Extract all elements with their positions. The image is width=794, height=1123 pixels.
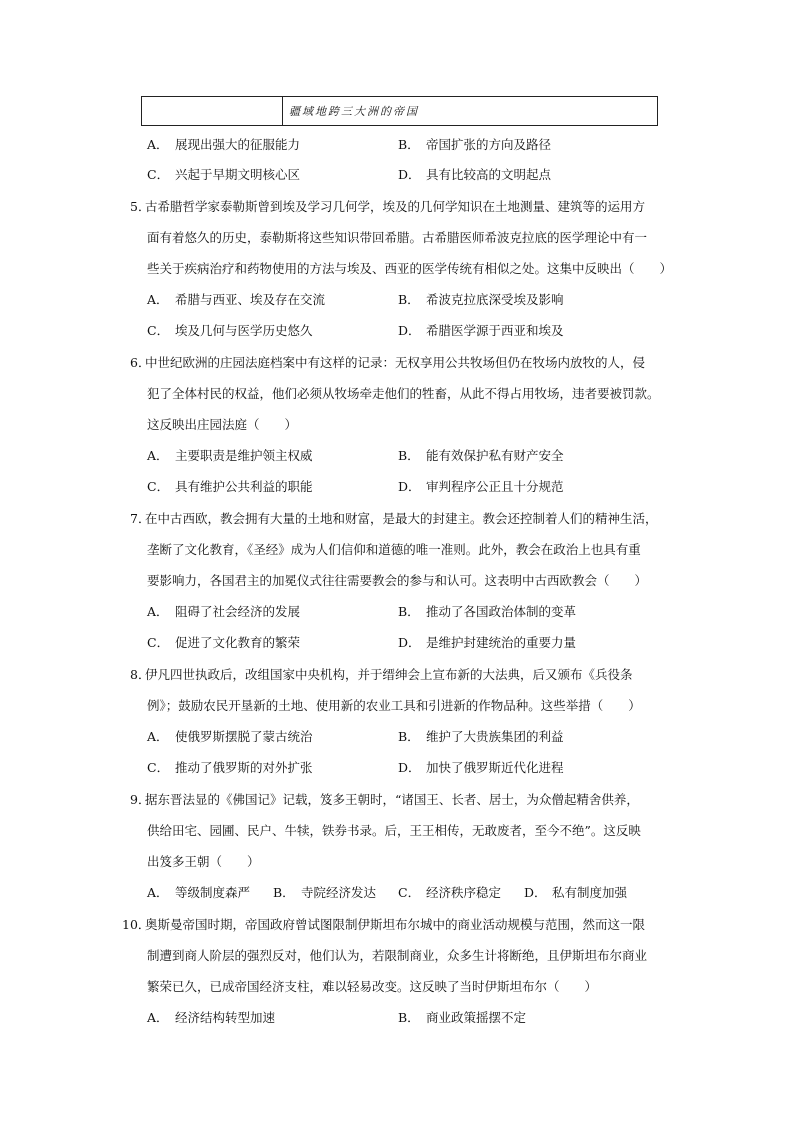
option-label: A． [147,448,169,463]
question-text-line: 在中古西欧，教会拥有大量的土地和财富，是最大的封建主。教会还控制着人们的精神生活， [145,511,658,526]
q9-option-a[interactable] [147,885,250,901]
q6-option-a[interactable] [147,448,313,464]
question-text-line: 中世纪欧洲的庄园法庭档案中有这样的记录：无权享用公共牧场但仍在牧场内放牧的人，侵 [145,355,646,370]
q8-option-a[interactable] [147,729,313,745]
question-text-line: 制遭到商人阶层的强烈反对，他们认为，若限制商业，众多生计将断绝，且伊斯坦布尔商业 [147,948,648,963]
question-number: 7． [130,511,151,526]
option-label: D． [398,479,421,494]
q7-option-a[interactable] [147,604,300,620]
option-label: B． [398,729,420,744]
option-label: D． [398,760,421,775]
option-label: A． [147,292,169,307]
option-label: B． [398,448,420,463]
question-number: 6． [130,355,151,370]
question-number: 5． [130,199,151,214]
q4-option-c[interactable] [147,167,300,183]
question-text-line: 些关于疾病治疗和药物使用的方法与埃及、西亚的医学传统有相似之处。这集中反映出（ ） [147,261,673,276]
option-text: 推动了俄罗斯的对外扩张 [175,760,313,775]
option-label: C． [147,635,170,650]
question-text-line: 繁荣已久，已成帝国经济支柱，难以轻易改变。这反映了当时伊斯坦布尔（ ） [147,979,598,994]
option-label: A． [147,1010,169,1025]
table-fragment [141,96,658,126]
option-text: 希波克拉底深受埃及影响 [426,292,564,307]
question-text-line: 伊凡四世执政后，改组国家中央机构，并于缙绅会上宣布新的大法典，后又颁布《兵役条 [145,667,633,682]
q4-option-b[interactable] [398,137,551,153]
q9-option-c[interactable] [398,885,501,901]
q10-option-b[interactable] [398,1010,526,1026]
option-text: 使俄罗斯摆脱了蒙古统治 [175,729,313,744]
option-text: 商业政策摇摆不定 [426,1010,527,1025]
question-text-line: 犯了全体村民的权益，他们必须从牧场牵走他们的牲畜，从此不得占用牧场，违者要被罚款。 [147,386,660,401]
option-label: D． [398,635,421,650]
q8-option-d[interactable] [398,760,564,776]
q5-option-b[interactable] [398,292,564,308]
option-text: 私有制度加强 [552,885,628,900]
option-label: C． [147,323,170,338]
option-text: 促进了文化教育的繁荣 [175,635,301,650]
option-text: 希腊与西亚、埃及存在交流 [175,292,326,307]
option-text: 能有效保护私有财产安全 [426,448,564,463]
q7-option-b[interactable] [398,604,576,620]
q6-option-b[interactable] [398,448,564,464]
option-label: C． [398,885,421,900]
question-text-line: 这反映出庄园法庭（ ） [147,417,298,432]
option-label: A． [147,137,169,152]
option-text: 埃及几何与医学历史悠久 [175,323,313,338]
q8-option-c[interactable] [147,760,313,776]
option-text: 等级制度森严 [175,885,251,900]
option-label: A． [147,729,169,744]
option-label: D． [524,885,547,900]
option-text: 是维护封建统治的重要力量 [426,635,577,650]
option-label: C． [147,479,170,494]
option-text: 经济秩序稳定 [426,885,502,900]
option-text: 兴起于早期文明核心区 [175,167,301,182]
option-text: 推动了各国政治体制的变革 [426,604,577,619]
question-text-line: 据东晋法显的《佛国记》记载，笈多王朝时，“诸国王、长者、居士，为众僧起精舍供养， [145,792,639,807]
question-text-line: 要影响力，各国君主的加冕仪式往往需要教会的参与和认可。这表明中古西欧教会（ ） [147,573,648,588]
q5-option-d[interactable] [398,323,564,339]
option-label: B． [398,137,420,152]
option-text: 帝国扩张的方向及路径 [426,137,552,152]
q7-option-c[interactable] [147,635,300,651]
q6-option-c[interactable] [147,479,313,495]
q9-option-b[interactable] [273,885,376,901]
question-text-line: 古希腊哲学家泰勒斯曾到埃及学习几何学，埃及的几何学知识在土地测量、建筑等的运用方 [145,199,646,214]
table-cell-left [142,97,283,125]
option-text: 具有比较高的文明起点 [426,167,552,182]
option-text: 展现出强大的征服能力 [175,137,301,152]
question-text-line: 出笈多王朝（ ） [147,854,260,869]
option-label: A． [147,604,169,619]
option-text: 具有维护公共利益的职能 [175,479,313,494]
q4-option-a[interactable] [147,137,300,153]
q7-option-d[interactable] [398,635,576,651]
q4-option-d[interactable] [398,167,551,183]
option-text: 维护了大贵族集团的利益 [426,729,564,744]
option-text: 主要职责是维护领主权威 [175,448,313,463]
option-text: 加快了俄罗斯近代化进程 [426,760,564,775]
question-text-line: 面有着悠久的历史，泰勒斯将这些知识带回希腊。古希腊医师希波克拉底的医学理论中有一 [147,230,648,245]
question-text-line: 奥斯曼帝国时期，帝国政府曾试图限制伊斯坦布尔城中的商业活动规模与范围，然而这一限 [145,917,646,932]
option-text: 经济结构转型加速 [175,1010,276,1025]
option-label: C． [147,760,170,775]
option-label: D． [398,167,421,182]
option-label: A． [147,885,169,900]
option-label: C． [147,167,170,182]
option-label: B． [398,292,420,307]
question-text-line: 垄断了文化教育，《圣经》成为人们信仰和道德的唯一准则。此外，教会在政治上也具有重 [147,542,641,557]
q8-option-b[interactable] [398,729,564,745]
q10-option-a[interactable] [147,1010,275,1026]
question-number: 10． [122,917,151,932]
option-label: B． [398,604,420,619]
question-number: 9． [130,792,151,807]
q5-option-c[interactable] [147,323,313,339]
option-label: B． [398,1010,420,1025]
q9-option-d[interactable] [524,885,627,901]
option-text: 希腊医学源于西亚和埃及 [426,323,564,338]
question-text-line: 例》；鼓励农民开垦新的土地、使用新的农业工具和引进新的作物品种。这些举措（ ） [147,698,641,713]
q6-option-d[interactable] [398,479,564,495]
option-text: 阻碍了社会经济的发展 [175,604,301,619]
option-text: 审判程序公正且十分规范 [426,479,564,494]
table-cell-right: 疆域地跨三大洲的帝国 [289,105,419,118]
question-text-line: 供给田宅、园圃、民户、牛犊，铁券书录。后，王王相传，无敢废者，至今不绝”。这反映 [147,823,641,838]
option-label: D． [398,323,421,338]
option-label: B． [273,885,295,900]
option-text: 寺院经济发达 [301,885,377,900]
q5-option-a[interactable] [147,292,325,308]
question-number: 8． [130,667,151,682]
